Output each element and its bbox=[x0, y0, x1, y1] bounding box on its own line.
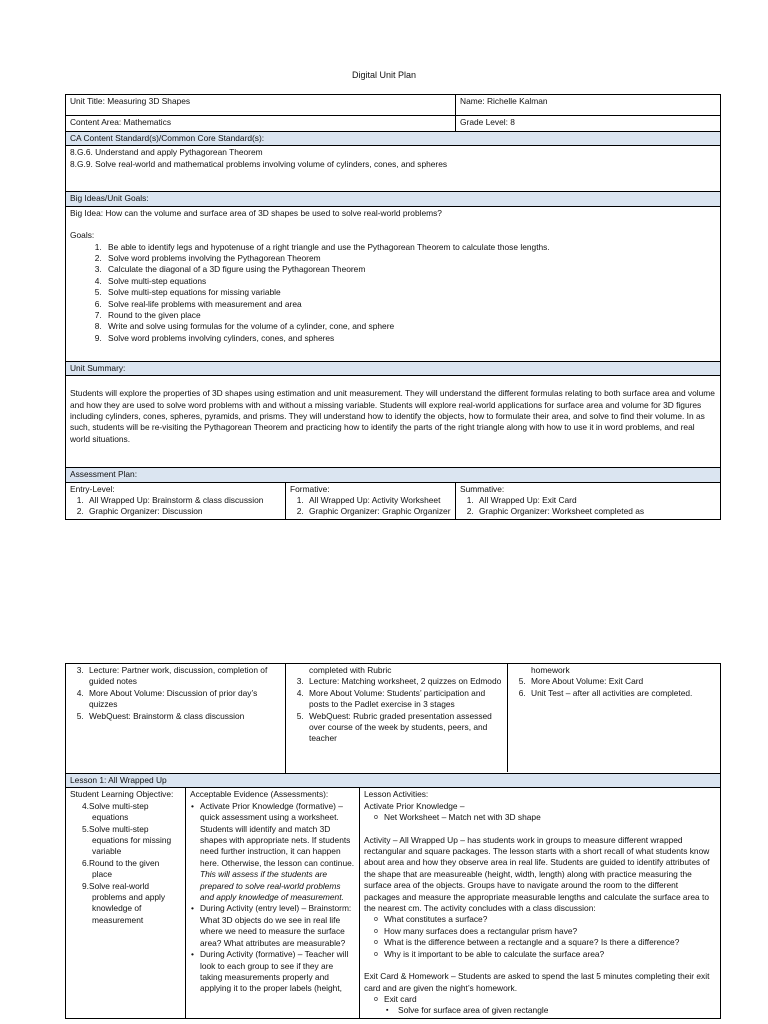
unit-plan-table bbox=[65, 94, 721, 520]
standard-item: 8.G.9. Solve real-world and mathematical problems involving volume of cylinders, cones, and spheres bbox=[70, 158, 448, 169]
formative-item: 3. Lecture: Matching worksheet, 2 quizzes on Edmodo bbox=[306, 676, 503, 687]
big-ideas-cell bbox=[66, 206, 721, 361]
goal-item: 3. Calculate the diagonal of a 3D figure using the Pythagorean Theorem bbox=[104, 264, 716, 275]
lesson1-header: Lesson 1: All Wrapped Up bbox=[66, 774, 721, 788]
exit-card-label: o Exit card ▪ Solve for surface area of given rectangle bbox=[384, 994, 716, 1017]
evidence-label: Acceptable Evidence (Assessments): bbox=[190, 789, 329, 800]
goal-item: 2. Solve word problems involving the Pythagorean Theorem bbox=[104, 253, 716, 264]
formative-label: Formative: bbox=[290, 483, 330, 494]
summative-cell bbox=[456, 482, 721, 519]
exit-card-item: ▪ Solve for surface area of given rectangle bbox=[398, 1005, 716, 1016]
entry-item: 3. Lecture: Partner work, discussion, completion of guided notes bbox=[86, 665, 281, 688]
summative-item: 1. All Wrapped Up: Exit Card bbox=[476, 495, 716, 506]
evidence-item: • Activate Prior Knowledge (formative) – quick assessment using a worksheet. Students will identify and match 3D shapes with appropriate nets. If students need further instruction, it can happen here. Otherwise, the lesson can continue. This will assess if the students are prepared to solve real-world problems and apply knowledge of measurement. bbox=[200, 801, 355, 904]
activities-cell bbox=[360, 788, 721, 1018]
objective-item: 4.Solve multi-step equations bbox=[82, 800, 149, 823]
evidence-item: • During Activity (entry level) – Brainstorm: What 3D objects do we see in real life where we need to measure the surface area? What attributes are measurable? bbox=[200, 903, 355, 949]
goal-item: 7. Round to the given place bbox=[104, 310, 716, 321]
activity-text: Activity – All Wrapped Up – has students work in groups to measure different wrapped rectangular and square packages. The lesson starts with a short recall of what students know about area and how they observe area in real life. Students are guided to identify attributes of the shape that are measureable (height, width, length) along with practice measuring the surface area of the objects. Groups have to navigate around the room to the different packages and measure the appropriate measurable lengths and calculate the surface area to the nearest cm. The activity concludes with a class discussion: bbox=[364, 834, 710, 914]
formative-item: 2. Graphic Organizer: Graphic Organizer bbox=[306, 506, 451, 517]
grade-level: Grade Level: 8 bbox=[456, 116, 721, 132]
summative-label: Summative: bbox=[460, 483, 505, 494]
formative-continued: completed with Rubric bbox=[309, 665, 392, 675]
big-idea: Big Idea: How can the volume and surface area of 3D shapes be used to solve real-world problems? bbox=[70, 207, 442, 218]
discussion-item: o How many surfaces does a rectangular prism have? bbox=[384, 926, 716, 937]
unit-title: Unit Title: Measuring 3D Shapes bbox=[66, 95, 456, 116]
entry-level-cell-cont bbox=[66, 664, 286, 774]
objective-label: Student Learning Objective: bbox=[70, 789, 174, 800]
standards-cell bbox=[66, 146, 721, 192]
summary-text: Students will explore the properties of 3D shapes using estimation and unit measurement. They will understand the different formulas relating to both surface area and volume and how they are used to solve word problems with and without a missing variable. Students will explore real-world applications for surface area and volume for 3D figures including cylinders, cones, spheres, pyramids, and prisms. They will understand how to identify the objects, how to formulate their area, and solve to find their volume. In as such, students will be re-visiting the Pythagorean Theorem and practicing how to identify the parts of the right triangle along with how to use it in word problems, and real world situations. bbox=[70, 388, 715, 444]
activities-label: Lesson Activities: bbox=[364, 789, 429, 800]
discussion-item: o What constitutes a surface? bbox=[384, 914, 716, 925]
goal-item: 5. Solve multi-step equations for missing variable bbox=[104, 287, 716, 298]
discussion-item: o Why is it important to be able to calculate the surface area? bbox=[384, 949, 716, 960]
goals-list bbox=[70, 242, 716, 345]
goal-item: 8. Write and solve using formulas for the volume of a cylinder, cone, and sphere bbox=[104, 321, 716, 332]
summative-item: 5. More About Volume: Exit Card bbox=[528, 676, 716, 687]
standard-item: 8.G.6. Understand and apply Pythagorean Theorem bbox=[70, 147, 263, 158]
summary-cell bbox=[66, 376, 721, 468]
formative-item: 1. All Wrapped Up: Activity Worksheet bbox=[306, 495, 451, 506]
entry-level-label: Entry-Level: bbox=[70, 483, 115, 494]
goal-item: 4. Solve multi-step equations bbox=[104, 276, 716, 287]
evidence-cell bbox=[186, 788, 360, 1018]
content-area: Content Area: Mathematics bbox=[66, 116, 456, 132]
summative-continued: homework bbox=[531, 665, 570, 675]
summary-header: Unit Summary: bbox=[66, 361, 721, 375]
objective-item: 5.Solve multi-step equations for missing variable bbox=[82, 823, 172, 857]
summative-item: 2. Graphic Organizer: Worksheet completed as bbox=[476, 506, 716, 517]
summative-cell-cont bbox=[508, 664, 720, 772]
discussion-item: o What is the difference between a rectangle and a square? Is there a difference? bbox=[384, 937, 716, 948]
evidence-item: • During Activity (formative) – Teacher will look to each group to see if they are taking measurements properly and applying it to the proper labels (height, bbox=[200, 949, 355, 995]
author-name: Name: Richelle Kalman bbox=[456, 95, 721, 116]
objective-item: 6.Round to the given place bbox=[82, 857, 160, 880]
goal-item: 1. Be able to identify legs and hypotenuse of a right triangle and use the Pythagorean Theorem to calculate those lengths. bbox=[104, 242, 716, 253]
summative-item: 6. Unit Test – after all activities are completed. bbox=[528, 688, 716, 699]
formative-cell-cont bbox=[286, 664, 508, 772]
objectives-cell bbox=[66, 788, 186, 1018]
entry-item: 2. Graphic Organizer: Discussion bbox=[86, 506, 281, 517]
objective-item: 9.Solve real-world problems and apply knowledge of measurement bbox=[82, 880, 166, 925]
assessment-header: Assessment Plan: bbox=[66, 468, 721, 482]
big-ideas-header: Big Ideas/Unit Goals: bbox=[66, 192, 721, 206]
apk-item: o Net Worksheet – Match net with 3D shape bbox=[384, 812, 716, 823]
page-title: Digital Unit Plan bbox=[351, 70, 417, 80]
entry-item: 4. More About Volume: Discussion of prior day’s quizzes bbox=[86, 688, 281, 711]
goal-item: 6. Solve real-life problems with measurement and area bbox=[104, 299, 716, 310]
apk-label: Activate Prior Knowledge – bbox=[364, 800, 465, 811]
standards-header: CA Content Standard(s)/Common Core Standard(s): bbox=[66, 132, 721, 146]
formative-cell bbox=[286, 482, 456, 519]
unit-plan-table-continued bbox=[65, 663, 721, 1019]
entry-item: 5. WebQuest: Brainstorm & class discussion bbox=[86, 711, 281, 722]
goals-label: Goals: bbox=[70, 230, 95, 241]
entry-level-cell bbox=[66, 482, 286, 519]
entry-item: 1. All Wrapped Up: Brainstorm & class discussion bbox=[86, 495, 281, 506]
exit-text: Exit Card & Homework – Students are asked to spend the last 5 minutes completing their exit card and are given the night’s homework. bbox=[364, 971, 710, 993]
formative-item: 4. More About Volume: Students’ participation and posts to the Padlet exercise in 3 stages bbox=[306, 688, 503, 711]
goal-item: 9. Solve word problems involving cylinders, cones, and spheres bbox=[104, 333, 716, 344]
formative-item: 5. WebQuest: Rubric graded presentation assessed over course of the week by students, peers, and teacher bbox=[306, 711, 503, 745]
